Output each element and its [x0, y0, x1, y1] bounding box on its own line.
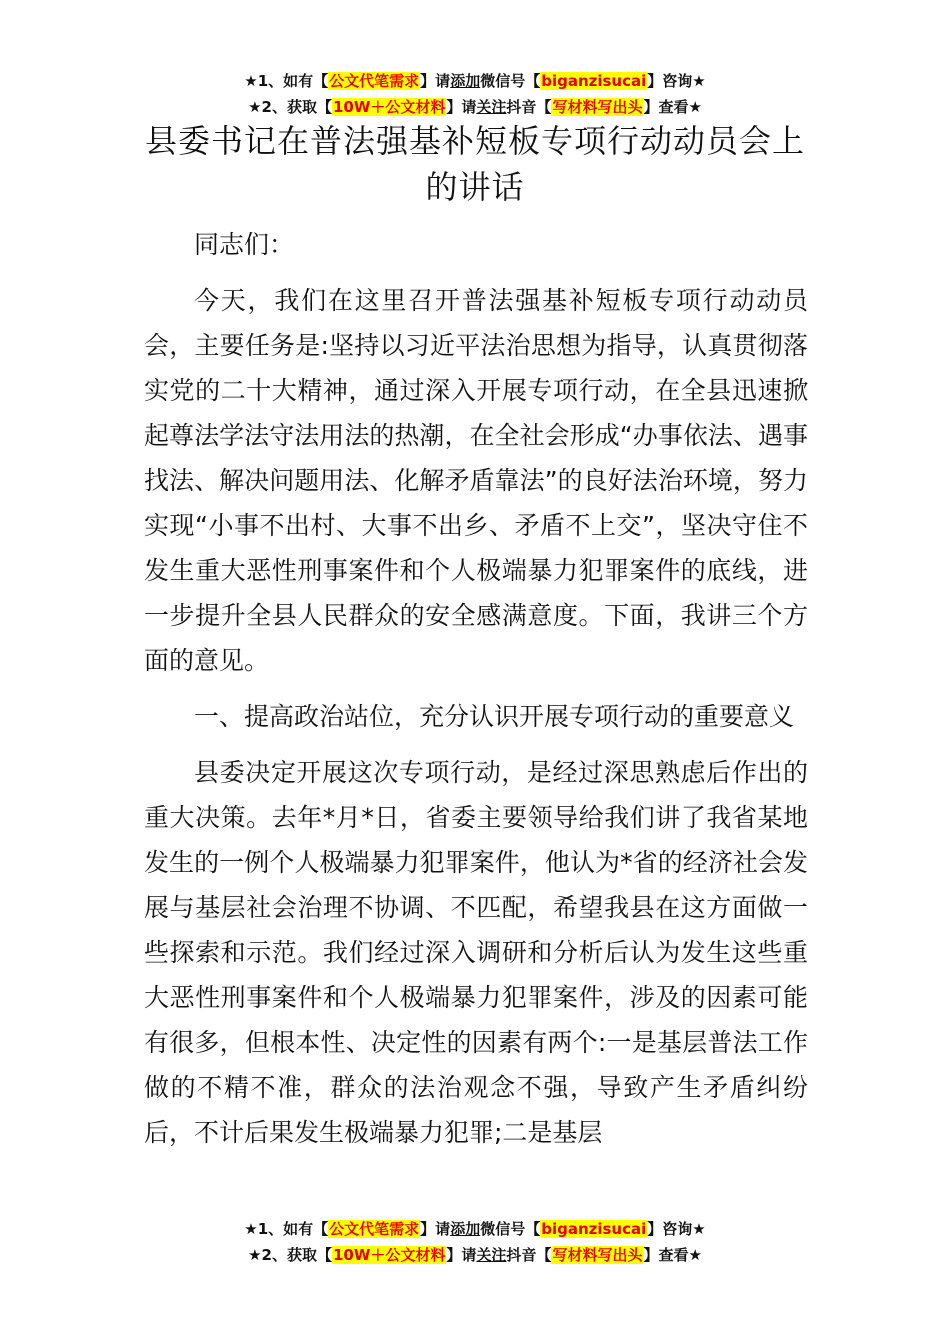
promo-highlight: 10W＋公文材料	[332, 98, 446, 116]
promo-underline: 添加	[450, 1220, 481, 1238]
promo-text: 】咨询★	[647, 1220, 706, 1238]
promo-underline: 添加	[450, 72, 481, 90]
section-heading-1: 一、提高政治站位，充分认识开展专项行动的重要意义	[194, 702, 795, 731]
promo-text: 】咨询★	[647, 72, 706, 90]
promo-highlight: 10W＋公文材料	[332, 1246, 446, 1264]
promo-text: 】请	[420, 1220, 451, 1238]
salutation: 同志们：	[194, 230, 295, 259]
paragraph-intro: 今天，我们在这里召开普法强基补短板专项行动动员会，主要任务是:坚持以习近平法治思想为指导，认真贯彻落实党的二十大精神，通过深入开展专项行动，在全县迅速掀起尊法学法守法用法的热潮，在全社会形成“办事依法、遇事找法、解决问题用法、化解矛盾靠法”的良好法治环境，努力实现“小事不出村、大事不出乡、矛盾不上交”，坚决守住不发生重大恶性刑事案件和个人极端暴力犯罪案件的底线，进一步提升全县人民群众的安全感满意度。下面，我讲三个方面的意见。	[144, 286, 808, 675]
document-title: 县委书记在普法强基补短板专项行动动员会上的讲话	[144, 122, 805, 206]
promo-highlight: 公文代笔需求	[329, 72, 420, 90]
promo-highlight: 公文代笔需求	[329, 1220, 420, 1238]
promo-text: 抖音【	[506, 98, 552, 116]
promo-text: ★2、获取【	[248, 1246, 332, 1264]
promo-banner-bottom	[0, 1216, 950, 1268]
promo-underline: 关注	[476, 1246, 507, 1264]
promo-banner-top	[0, 68, 950, 120]
promo-underline: 关注	[476, 98, 507, 116]
promo-text: 】请	[446, 98, 477, 116]
promo-line-2	[0, 94, 950, 120]
promo-text: ★1、如有【	[244, 1220, 329, 1238]
promo-line-2	[0, 1242, 950, 1268]
promo-text: 】请	[446, 1246, 477, 1264]
promo-text: 】请	[420, 72, 451, 90]
promo-text: 微信号【	[480, 1220, 541, 1238]
promo-line-1	[0, 68, 950, 94]
paragraph-section-1: 县委决定开展这次专项行动，是经过深思熟虑后作出的重大决策。去年*月*日，省委主要领导给我们讲了我省某地发生的一例个人极端暴力犯罪案件，他认为*省的经济社会发展与基层社会治理不协调、不匹配，希望我县在这方面做一些探索和示范。我们经过深入调研和分析后认为发生这些重大恶性刑事案件和个人极端暴力犯罪案件，涉及的因素可能有很多，但根本性、决定性的因素有两个:一是基层普法工作做的不精不准，群众的法治观念不强，导致产生矛盾纠纷后，不计后果发生极端暴力犯罪;二是基层	[144, 758, 808, 1147]
promo-text: 】查看★	[643, 1246, 702, 1264]
promo-highlight: 写材料写出头	[552, 1246, 643, 1264]
promo-text: ★1、如有【	[244, 72, 329, 90]
promo-text: ★2、获取【	[248, 98, 332, 116]
promo-highlight: biganzisucai	[541, 1220, 647, 1238]
promo-text: 】查看★	[643, 98, 702, 116]
promo-text: 抖音【	[506, 1246, 552, 1264]
promo-highlight: 写材料写出头	[552, 98, 643, 116]
promo-line-1	[0, 1216, 950, 1242]
promo-highlight: biganzisucai	[541, 72, 647, 90]
document-body	[144, 222, 808, 1166]
promo-text: 微信号【	[480, 72, 541, 90]
